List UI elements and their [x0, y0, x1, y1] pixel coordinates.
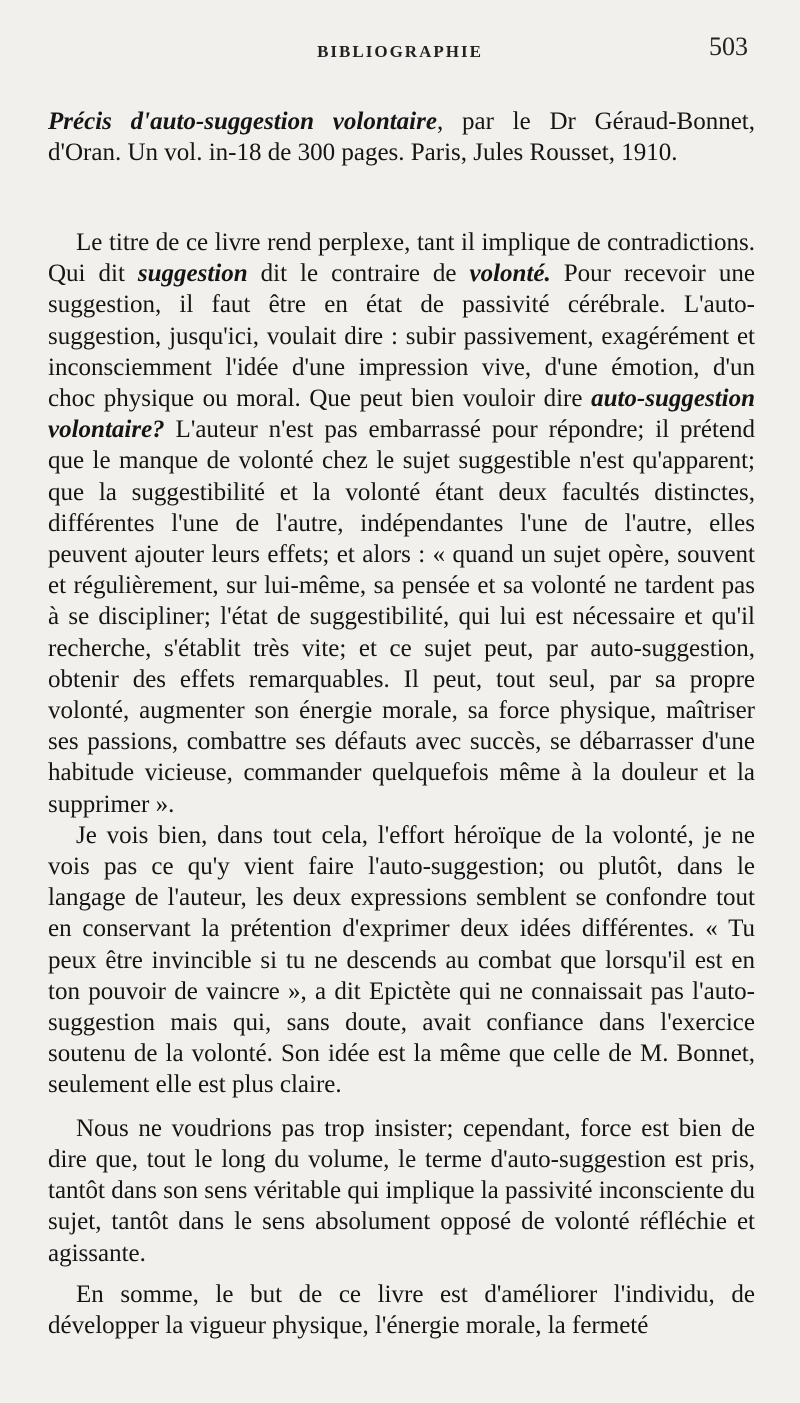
emphasis-term: suggestion [137, 260, 248, 288]
paragraph: Je vois bien, dans tout cela, l'effort héroïque de la volonté, je ne vois pas ce qu'y vient faire l'auto-suggestion; ou plutôt, dans le langage de l'auteur, les deux expressions semblent se confondre tout en conservant la prétention d'exprimer deux idées différentes. « Tu peux être invincible si tu ne descends au combat que lorsqu'il est en ton pouvoir de vaincre », a dit Epictète qui ne connaissait pas l'auto-suggestion mais qui, sans doute, avait confiance dans l'exercice soutenu de la volonté. Son idée est la même que celle de M. Bonnet, seulement elle est plus claire. [48, 821, 755, 1099]
bibliographic-citation [48, 106, 755, 168]
paragraph [48, 227, 755, 820]
citation-details: , par le Dr Géraud-Bonnet, d'Oran. Un vol. in-18 de 300 pages. Paris, Jules Rousset, 1910. [48, 108, 755, 166]
paragraph-text: Le titre de ce livre rend perplexe, tant il implique de contradictions. Qui dit [48, 229, 755, 288]
emphasis-term: auto-suggestion volontaire? [48, 385, 755, 444]
paragraph-text: L'auteur n'est pas embarrassé pour répondre; il prétend que le manque de volonté chez le sujet suggestible n'est qu'apparent; que la suggestibilité et la volonté étant deux facultés distinctes, différentes l'une de l'autre, indépendantes l'une de l'autre, elles peuvent ajouter leurs effets; et alors : « quand un sujet opère, souvent et régulièrement, sur lui-même, sa pensée et sa volonté ne tardent pas à se discipliner; l'état de suggestibilité, qui lui est nécessaire et qu'il recherche, s'établit très vite; et ce sujet peut, par auto-suggestion, obtenir des effets remarquables. Il peut, tout seul, par sa propre volonté, augmenter son énergie morale, sa force physique, maîtriser ses passions, combattre ses défauts avec succès, se débarrasser d'une habitude vicieuse, commander quelquefois même à la douleur et la supprimer ». [48, 416, 755, 818]
paragraph: En somme, le but de ce livre est d'améliorer l'individu, de développer la vigueur physique, l'énergie morale, la fermeté [48, 1280, 755, 1339]
review-body [48, 227, 755, 1351]
page-number: 503 [709, 32, 748, 61]
running-head: BIBLIOGRAPHIE [317, 42, 483, 61]
page-header [0, 30, 800, 70]
emphasis-term: volonté. [469, 260, 551, 288]
book-title: Précis d'auto-suggestion volontaire [48, 108, 437, 135]
paragraph-text: dit le contraire de [247, 260, 470, 288]
paragraph: Nous ne voudrions pas trop insister; cependant, force est bien de dire que, tout le long du volume, le terme d'auto-suggestion est pris, tantôt dans son sens véritable qui implique la passivité inconsciente du sujet, tantôt dans le sens absolument opposé de volonté réfléchie et agissante. [48, 1114, 755, 1267]
paragraph-text: Pour recevoir une suggestion, il faut être en état de passivité cérébrale. L'auto-suggestion, jusqu'ici, voulait dire : subir passivement, exagérément et inconsciemment l'idée d'une impression vive, d'une émotion, d'un choc physique ou moral. Que peut bien vouloir dire [48, 260, 755, 413]
